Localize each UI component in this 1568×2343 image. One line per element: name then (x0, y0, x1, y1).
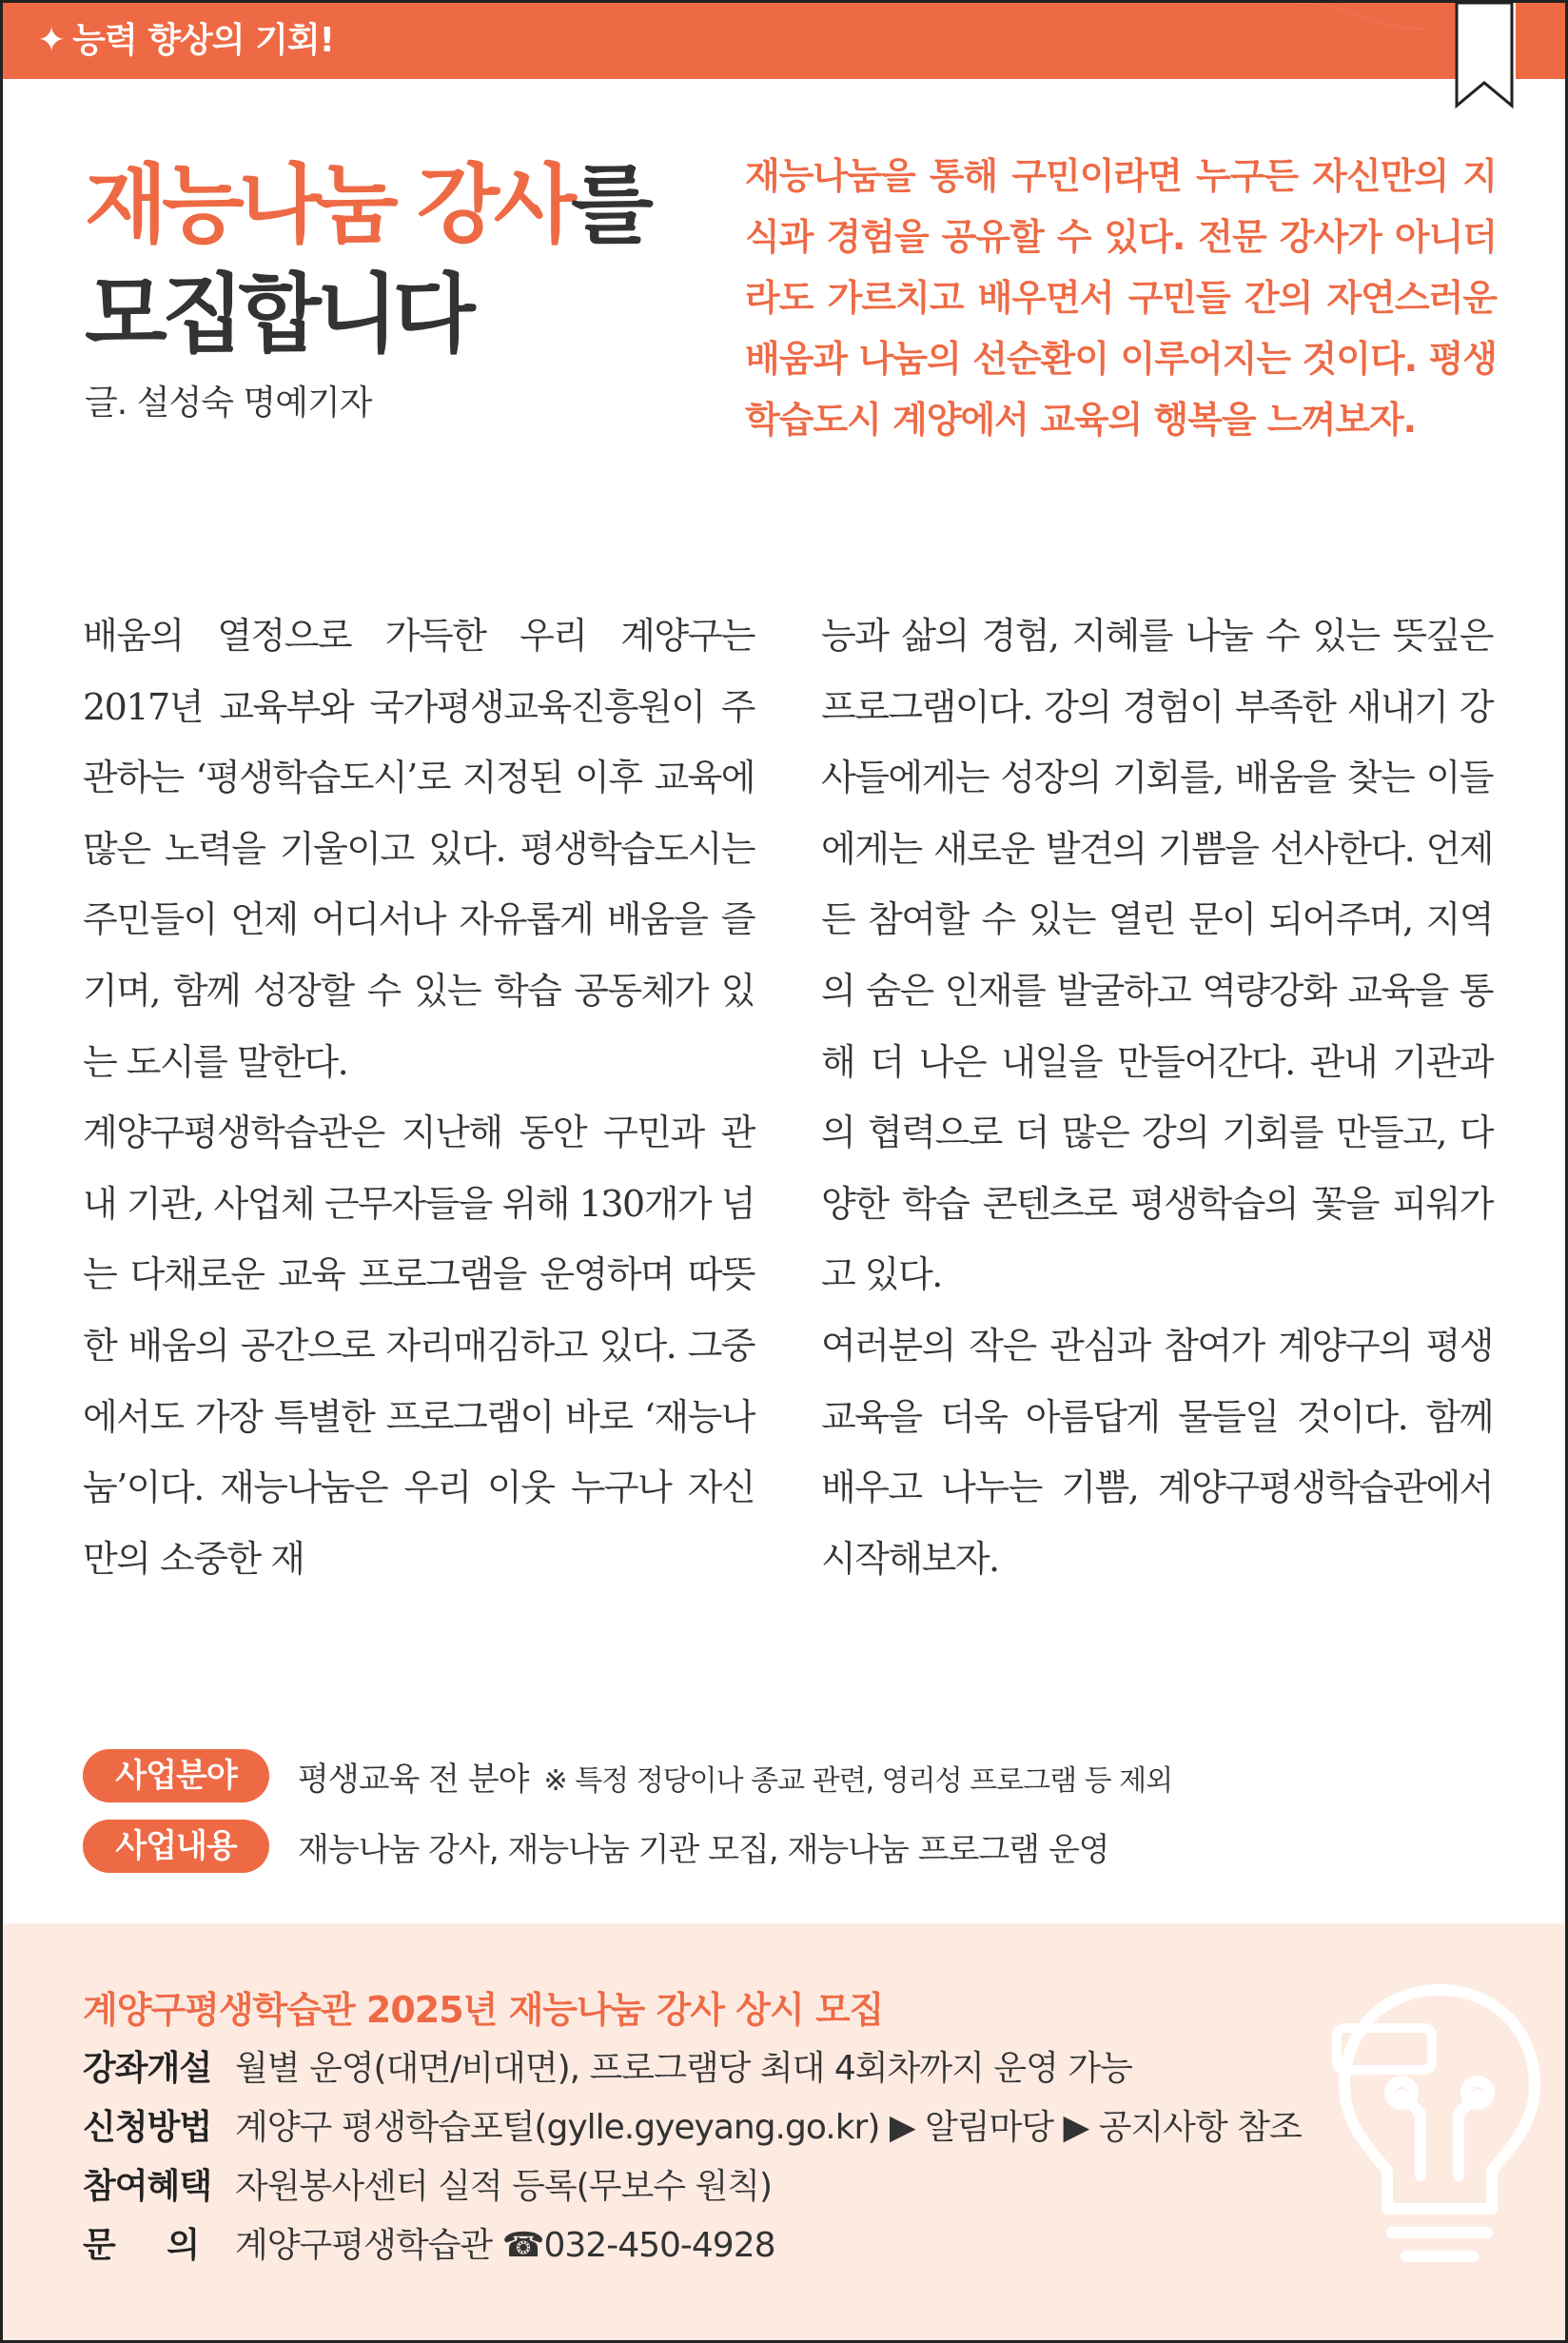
footer-row-benefit (83, 2163, 772, 2211)
headline-highlight: 재능나눔 강사 (85, 155, 571, 255)
footer-row-apply (83, 2104, 1302, 2152)
body-paragraph: 여러분의 작은 관심과 참여가 계양구의 평생교육을 더욱 아름답게 물들일 것이다. 함께 배우고 나누는 기쁨, 계양구평생학습관에서 시작해보자. (821, 1324, 1493, 1580)
headline-line1-rest: 를 (570, 155, 648, 255)
field-value: 평생교육 전 분야 (298, 1760, 529, 1799)
content-badge: 사업내용 (83, 1820, 269, 1873)
star-icon: ✦ (37, 21, 66, 60)
body-paragraph: 계양구평생학습관은 지난해 동안 구민과 관내 기관, 사업체 근무자들을 위해 130개가 넘는 다채로운 교육 프로그램을 운영하며 따뜻한 배움의 공간으로 자리매김하고 있다. 그중에서도 가장 특별한 프로그램이 바로 ‘재능나눔’이다. 재능나눔은 우리 이웃 누구나 자신만의 소중한 재 (83, 1112, 755, 1580)
banner-label (37, 14, 334, 68)
bookmark-icon (1451, 3, 1518, 117)
footer-label: 강좌개설 (83, 2049, 212, 2088)
headline-line1 (85, 150, 713, 260)
lightbulb-icon (1325, 1971, 1554, 2285)
info-row-field (83, 1748, 1172, 1803)
footer-row-course (83, 2045, 1132, 2093)
body-paragraph: 능과 삶의 경험, 지혜를 나눌 수 있는 뜻깊은 프로그램이다. 강의 경험이 부족한 새내기 강사들에게는 성장의 기회를, 배움을 찾는 이들에게는 새로운 발견의 기쁨을 선사한다. 언제든 참여할 수 있는 열린 문이 되어주며, 지역의 숨은 인재를 발굴하고 역량강화 교육을 통해 더 나은 내일을 만들어간다. 관내 기관과의 협력으로 더 많은 강의 기회를 만들고, 다양한 학습 콘텐츠로 평생학습의 꽃을 피워가고 있다. (821, 615, 1493, 1296)
banner-title: 능력 향상의 기회! (72, 21, 335, 60)
footer-title: 계양구평생학습관 2025년 재능나눔 강사 상시 모집 (83, 1989, 884, 2031)
footer-value: 계양구평생학습관 ☎032-450-4928 (235, 2226, 775, 2265)
top-banner (3, 3, 1565, 79)
footer-value: 월별 운영(대면/비대면), 프로그램당 최대 4회차까지 운영 가능 (235, 2049, 1132, 2088)
body-paragraph: 배움의 열정으로 가득한 우리 계양구는 2017년 교육부와 국가평생교육진흥원이 주관하는 ‘평생학습도시’로 지정된 이후 교육에 많은 노력을 기울이고 있다. 평생학습도시는 주민들이 언제 어디서나 자유롭게 배움을 즐기며, 함께 성장할 수 있는 학습 공동체가 있는 도시를 말한다. (83, 615, 755, 1083)
footer-label (83, 2222, 199, 2270)
headline-line2: 모집합니다 (85, 265, 470, 364)
headline (85, 150, 713, 369)
body-column-left (83, 601, 755, 1594)
footer-label: 참여혜택 (83, 2167, 212, 2206)
footer-row-contact (83, 2222, 775, 2270)
body-column-right (821, 601, 1493, 1594)
content-value: 재능나눔 강사, 재능나눔 기관 모집, 재능나눔 프로그램 운영 (298, 1830, 1109, 1869)
recruitment-box (3, 1923, 1565, 2340)
lede-paragraph: 재능나눔을 통해 구민이라면 누구든 자신만의 지식과 경험을 공유할 수 있다. 전문 강사가 아니더라도 가르치고 배우면서 구민들 간의 자연스러운 배움과 나눔의 선순환이 이루어지는 것이다. 평생학습도시 계양에서 교육의 행복을 느껴보자. (745, 155, 1497, 441)
byline: 글. 설성숙 명예기자 (85, 384, 372, 423)
footer-value: 계양구 평생학습포털(gylle.gyeyang.go.kr) ▶ 알림마당 ▶ 공지사항 참조 (235, 2108, 1302, 2147)
field-text (298, 1753, 1172, 1800)
footer-label-a: 문 (83, 2226, 115, 2265)
footer-value: 자원봉사센터 실적 등록(무보수 원칙) (235, 2167, 773, 2206)
field-badge: 사업분야 (83, 1749, 269, 1802)
info-row-content (83, 1819, 1109, 1874)
field-note: ※ 특정 정당이나 종교 관련, 영리성 프로그램 등 제외 (543, 1763, 1173, 1798)
footer-label: 신청방법 (83, 2108, 212, 2147)
footer-label-b: 의 (167, 2226, 199, 2265)
